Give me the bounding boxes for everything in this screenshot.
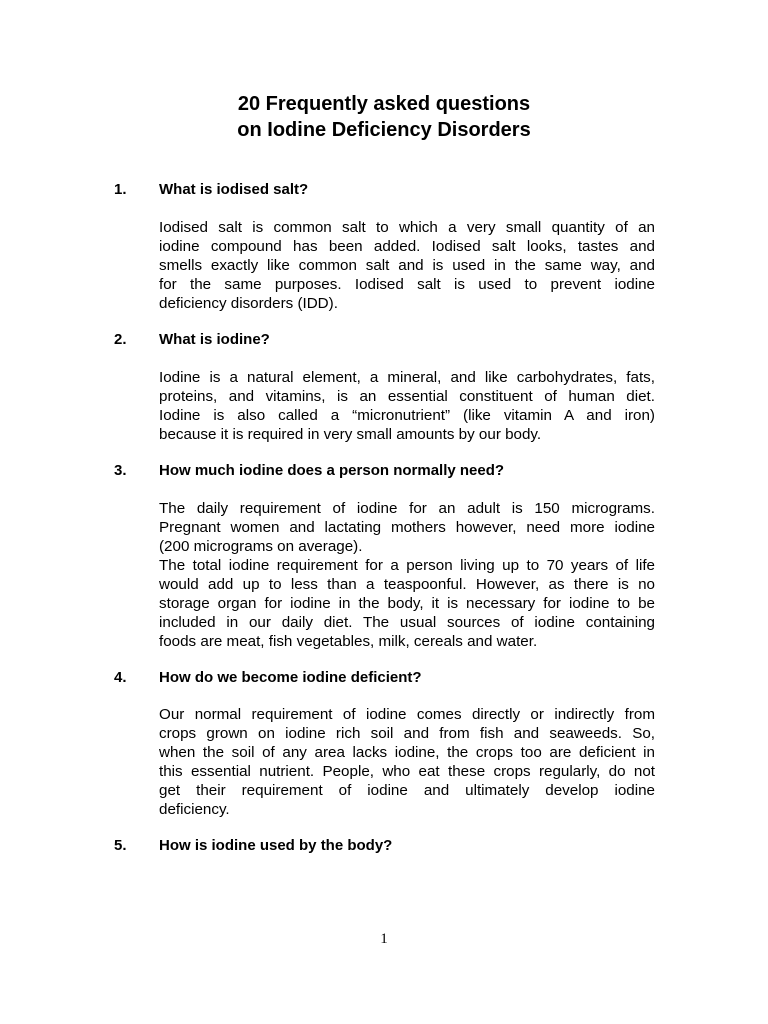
- answer-line: Iodine is also called a “micronutrient” (like vitamin A and iron): [159, 407, 655, 424]
- answer-line: deficiency disorders (IDD).: [159, 295, 338, 312]
- answer-line: would add up to less than a teaspoonful. However, as there is no: [159, 576, 655, 593]
- document-title-line-1: 20 Frequently asked questions: [237, 93, 531, 115]
- answer-line: storage organ for iodine in the body, it is necessary for iodine to be: [159, 595, 655, 612]
- question-number: 3.: [114, 462, 127, 479]
- answer-line: because it is required in very small amounts by our body.: [159, 426, 542, 443]
- answer-line: for the same purposes. Iodised salt is used to prevent iodine: [159, 276, 655, 293]
- document-title-line-2: on Iodine Deficiency Disorders: [237, 119, 531, 141]
- question-number: 2.: [114, 331, 127, 348]
- answer-line: iodine compound has been added. Iodised salt looks, tastes and: [159, 238, 655, 255]
- answer-line: when the soil of any area lacks iodine, the crops too are deficient in: [159, 744, 655, 761]
- answer-line: deficiency.: [159, 801, 230, 818]
- answer-line: (200 micrograms on average).: [159, 538, 363, 555]
- answer-paragraph: [159, 218, 655, 313]
- answer-paragraph: [159, 705, 655, 819]
- question-heading: What is iodine?: [159, 331, 270, 348]
- answer-paragraph: [159, 499, 655, 651]
- answer-line: Our normal requirement of iodine comes directly or indirectly from: [159, 706, 655, 723]
- question-number: 1.: [114, 181, 127, 198]
- question-heading: How is iodine used by the body?: [159, 837, 393, 854]
- page-number: 1: [380, 931, 388, 947]
- answer-paragraph: [159, 368, 655, 444]
- answer-line: foods are meat, fish vegetables, milk, cereals and water.: [159, 633, 538, 650]
- answer-line: The total iodine requirement for a person living up to 70 years of life: [159, 557, 655, 574]
- question-number: 5.: [114, 837, 127, 854]
- answer-line: The daily requirement of iodine for an adult is 150 micrograms.: [159, 500, 655, 517]
- question-heading: How do we become iodine deficient?: [159, 669, 422, 686]
- question-heading: How much iodine does a person normally need?: [159, 462, 505, 479]
- answer-line: this essential nutrient. People, who eat these crops regularly, do not: [159, 763, 655, 780]
- answer-line: smells exactly like common salt and is used in the same way, and: [159, 257, 655, 274]
- answer-line: crops grown on iodine rich soil and from fish and seaweeds. So,: [159, 725, 655, 742]
- question-heading: What is iodised salt?: [159, 181, 309, 198]
- question-number: 4.: [114, 669, 127, 686]
- answer-line: included in our daily diet. The usual sources of iodine containing: [159, 614, 655, 631]
- answer-line: get their requirement of iodine and ultimately develop iodine: [159, 782, 655, 799]
- answer-line: Iodised salt is common salt to which a very small quantity of an: [159, 219, 655, 236]
- answer-line: Pregnant women and lactating mothers however, need more iodine: [159, 519, 655, 536]
- answer-line: Iodine is a natural element, a mineral, and like carbohydrates, fats,: [159, 369, 655, 386]
- answer-line: proteins, and vitamins, is an essential constituent of human diet.: [159, 388, 655, 405]
